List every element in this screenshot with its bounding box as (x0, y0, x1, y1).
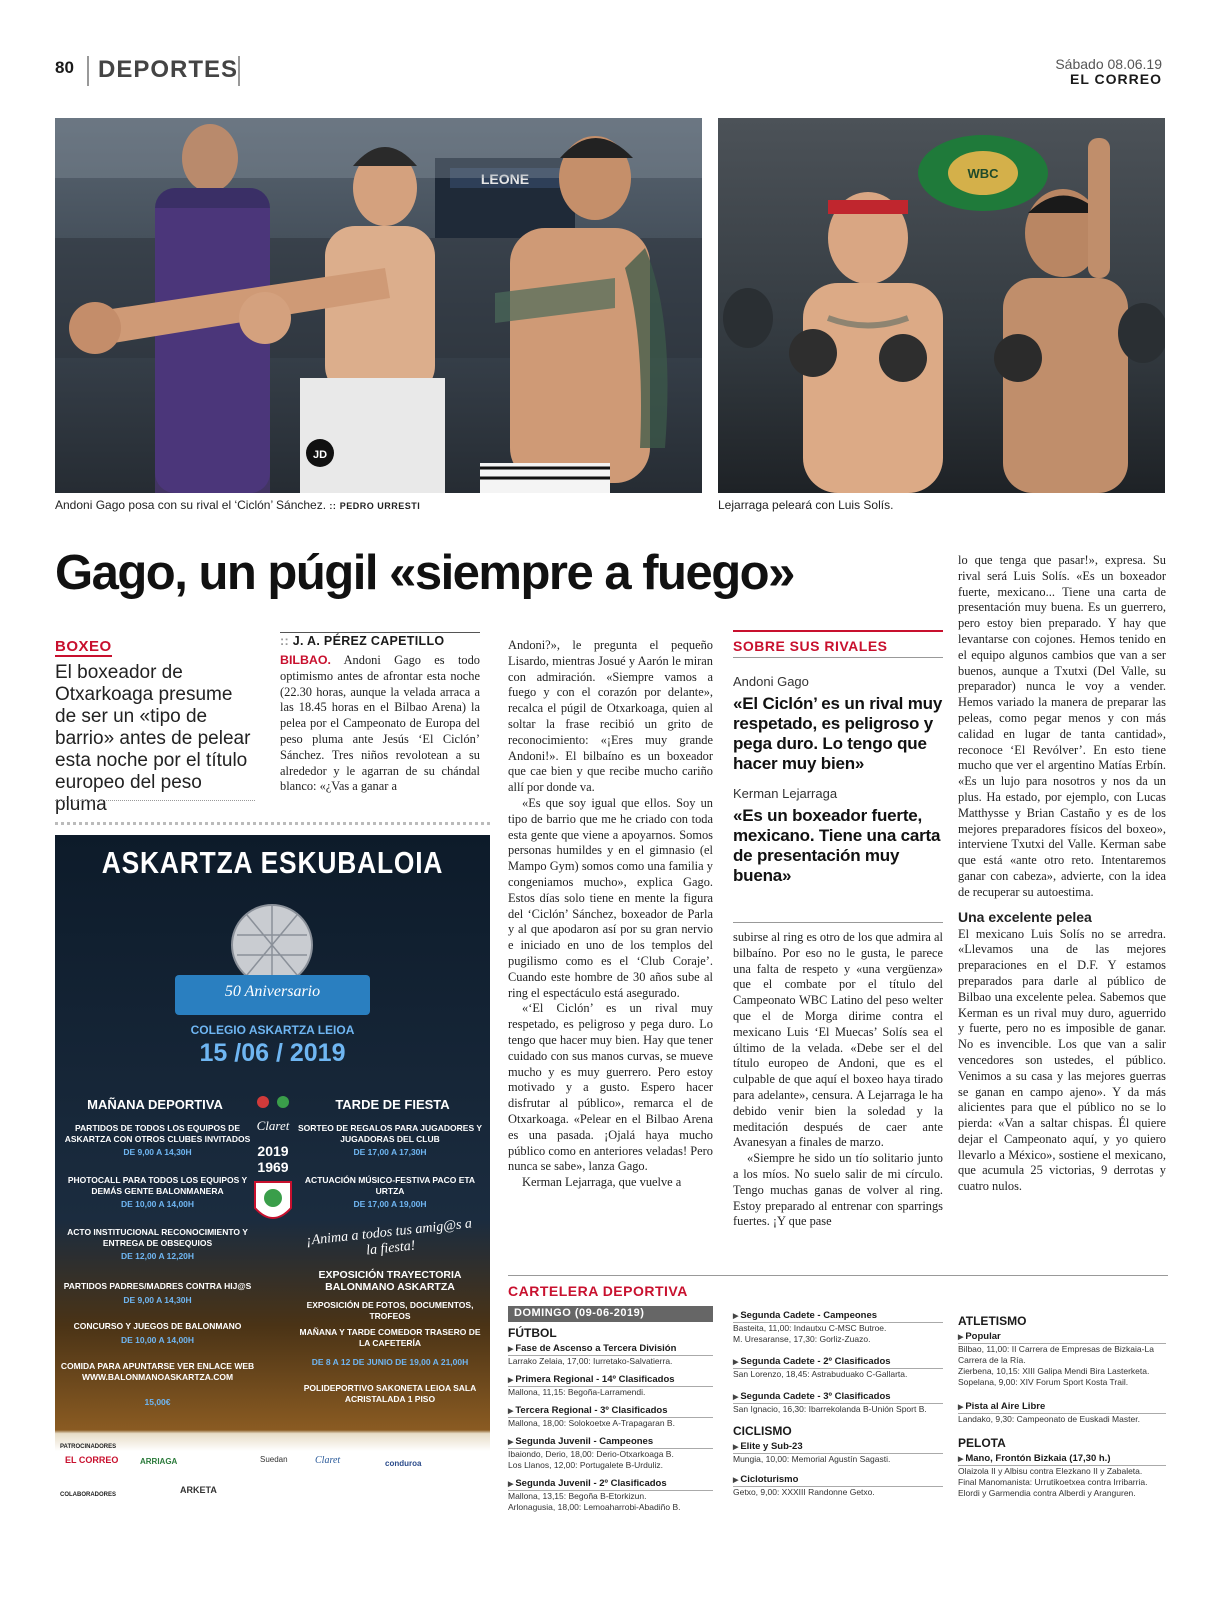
category-heading: ▶ Fase de Ascenso a Tercera División (508, 1343, 713, 1356)
ad-sponsors-label: PATROCINADORES (60, 1444, 117, 1450)
ad-collab-label: COLABORADORES (60, 1492, 117, 1498)
ad-item: SORTEO DE REGALOS PARA JUGADORES Y JUGADORAS DEL CLUB (297, 1123, 483, 1144)
category-heading: ▶ Tercera Regional - 3º Clasificados (508, 1405, 713, 1418)
paragraph: «Es que soy igual que ellos. Soy un tipo de barrio que me he criado con toda esta gente que viene a apoyarnos. Somos personas humildes y en el gimnasio (el Mampo Gym) somos como una familia y congeniamos mucho», explica Gago. Estos días solo tiene en mente la figura del ‘Ciclón’ Sánchez, boxeador de Parla y al que apodaron así por su gran nervio e iniciado en uno de los templos del pugilismo como es el ‘Club Coraje’. Cuando este hombre de 30 años sube al ring el espectáculo está asegurado. (508, 795, 713, 1000)
cartelera-cadete-ciclismo (733, 1310, 943, 1498)
article-column-4 (958, 553, 1166, 1195)
sport-heading: FÚTBOL (508, 1326, 557, 1340)
ad-item: CONCURSO Y JUEGOS DE BALONMANO (73, 1321, 242, 1331)
category-heading: ▶ Segunda Juvenil - Campeones (508, 1436, 713, 1449)
ad-item-time: DE 17,00 A 17,30H (353, 1147, 427, 1157)
fixture-line: Getxo, 9,00: XXXIII Randonne Getxo. (733, 1487, 875, 1497)
paragraph: subirse al ring es otro de los que admira al bilbaíno. Por eso no le gusta, le parece una falta de respeto y «una vergüenza» que el combate por el título del Campeonato WBC Latino del peso welter que el de Morga dirime contra el mexicano Luis ‘El Muecas’ Solís sea el último de la velada. «Debe ser el del título europeo de Andoni, que es el culpable de que aquí el boxeo haya tirado para adelante», censura. A Lejarraga le ha debido venir bien la soledad y la meditación después de caer ante Avanesyan a finales de marzo. (733, 930, 943, 1150)
fixture-line: Ibaiondo, Derio, 18,00: Derio-Otxarkoaga B. (508, 1449, 674, 1459)
credit-separator: :: (329, 501, 337, 511)
paragraph: Kerman Lejarraga, que vuelve a (522, 1175, 682, 1190)
ad-expo-where: MAÑANA Y TARDE COMEDOR TRASERO DE LA CAFETERÍA (299, 1327, 481, 1348)
ad-right-heading: TARDE DE FIESTA (335, 1097, 450, 1112)
article-column-2 (508, 638, 713, 1191)
fixture-line: Bilbao, 11,00: II Carrera de Empresas de Bizkaia-La Carrera de la Ría. (958, 1344, 1154, 1365)
fixture-line: Mungia, 10,00: Memorial Agustín Sagasti. (733, 1454, 891, 1464)
category-heading: ▶ Primera Regional - 14º Clasificados (508, 1374, 713, 1387)
ad-date: 15 /06 / 2019 (199, 1039, 346, 1067)
sport-heading: CICLISMO (733, 1424, 792, 1438)
cartelera-atletismo-pelota (958, 1314, 1166, 1499)
photo-caption-right: Lejarraga peleará con Luis Solís. (718, 498, 894, 512)
page-number: 80 (55, 58, 74, 77)
ad-item-price: 15,00€ (144, 1397, 171, 1407)
fixture-line: Olaizola II y Albisu contra Elezkano II y Zabaleta. (958, 1466, 1143, 1476)
section-title: DEPORTES (98, 56, 239, 83)
ad-item: ACTO INSTITUCIONAL RECONOCIMIENTO Y ENTREGA DE OBSEQUIOS (67, 1227, 248, 1248)
fixture-line: Elordi y Garmendia contra Alberdi y Aranguren. (958, 1488, 1136, 1498)
ad-item-time: DE 17,00 A 19,00H (353, 1199, 427, 1209)
paragraph: Andoni Gago es todo optimismo antes de afrontar esta noche (22.30 horas, aunque la velada arraca a las 18.45 horas en el Bilbao Arena) la pelea por el Campeonato de Europa del peso pluma ante Jesús ‘El Ciclón’ Sánchez. Tres niños revolotean a su alrededor y le agarran de su chándal blanco: «¿Vas a ganar a (280, 653, 481, 794)
ad-title: ASKARTZA ESKUBALOIA (101, 845, 444, 880)
photo-lejarraga-solis (718, 118, 1165, 493)
sponsor-logo: Suedan (260, 1455, 288, 1464)
ad-item-time: DE 10,00 A 14,00H (120, 1199, 195, 1209)
fixture-line: San Lorenzo, 18,45: Astrabuduako C-Gallarta. (733, 1369, 908, 1379)
ad-item: PARTIDOS PADRES/MADRES CONTRA HIJ@S (63, 1281, 252, 1291)
category-heading: ▶ Segunda Cadete - Campeones (733, 1310, 943, 1323)
ad-item-time: DE 9,00 A 14,30H (123, 1147, 192, 1157)
header-divider (238, 56, 240, 86)
category-heading: ▶ Cicloturismo (733, 1474, 943, 1487)
paragraph: «Siempre he sido un tío solitario junto a los míos. No suelo salir de mi círculo. Tengo muchas ganas de volver al ring. Estoy preparado al entrenar con sparrings fuertes. ¡Y que pase (733, 1151, 943, 1229)
paragraph: El mexicano Luis Solís no se arredra. «Llevamos una de las mejores preparaciones en el D.F. Y estamos preparados para darle al público de Bilbao una excelente pelea. Sabemos que Kerman es un rival muy duro, aguerrido y fuerte, pero no es imposible de ganar. No es invencible. Los que van a salir vencedores son ustedes, el público. Venimos a su casa y las mejores guerras se ganan en campo ajeno». Y da más alicientes para que el público no se lo pierda: «Van a saltar chispas. Él quiere dejar el Campeonato aquí, y yo quiero llevarlo a México», sostiene el mexicano, que acumula 25 victorias, 9 derrotas y cuatro nulos. (958, 926, 1166, 1194)
fixture-line: Larrako Zelaia, 17,00: Iurretako-Salvatierra. (508, 1356, 673, 1366)
paragraph: Andoni?», le pregunta el pequeño Lisardo, mientras Josué y Aarón le miran con admiración. «Siempre vamos a fuego y con el corazón por delante», recalca el púgil de Otxarkoaga, quien al soltar la frase recibió un grito de reconocimiento: «¡Eres muy grande Andoni!». El bilbaíno es un boxeador que cae bien y que recibe mucho cariño allí por donde va. (508, 638, 713, 795)
fixture-line: Arlonagusia, 18,00: Lemoaharrobi-Abadiño B. (508, 1502, 681, 1512)
ad-left-heading: MAÑANA DEPORTIVA (87, 1097, 223, 1112)
claret-logo-icon (243, 1090, 303, 1235)
cartelera-title: CARTELERA DEPORTIVA (508, 1283, 688, 1299)
fixture-line: Final Manomanista: Urrutikoetxea contra Irribarria. (958, 1477, 1148, 1487)
ad-item-time: DE 9,00 A 14,30H (123, 1295, 192, 1305)
article-column-1 (280, 653, 480, 795)
rival-speaker: Andoni Gago (733, 674, 809, 689)
svg-text:1969: 1969 (257, 1159, 289, 1175)
advertisement-askartza (55, 835, 490, 1535)
header-divider (87, 56, 89, 86)
newspaper-name: EL CORREO (1070, 71, 1162, 87)
fixture-line: Basteita, 11,00: Indautxu C-MSC Butroe. (733, 1323, 887, 1333)
sport-heading: PELOTA (958, 1436, 1006, 1450)
article-headline: Gago, un púgil «siempre a fuego» (55, 546, 794, 600)
photo-credit: PEDRO URRESTI (339, 501, 421, 511)
rival-quote: «Es un boxeador fuerte, mexicano. Tiene una carta de presentación muy buena» (733, 806, 941, 885)
rivals-top-rule (733, 630, 943, 632)
cartelera-futbol (508, 1326, 713, 1513)
fixture-line: Sopelana, 9,00: XIV Forum Sport Kosta Trail. (958, 1377, 1129, 1387)
ad-item: PHOTOCALL PARA TODOS LOS EQUIPOS Y DEMÁS GENTE BALONMANERA (67, 1175, 248, 1196)
fixture-line: M. Uresaranse, 17,30: Gorliz-Zuazo. (733, 1334, 871, 1344)
rivals-box (733, 674, 943, 886)
category-heading: ▶ Segunda Cadete - 2º Clasificados (733, 1356, 943, 1369)
section-kicker: BOXEO (55, 638, 112, 655)
svg-text:2019: 2019 (257, 1143, 289, 1159)
svg-text:WBC: WBC (967, 166, 999, 181)
article-column-3 (733, 930, 943, 1230)
cartelera-top-rule (508, 1275, 1168, 1276)
rival-quote: «El Ciclón’ es un rival muy respetado, es peligroso y pega duro. Lo tengo que hacer muy bien» (733, 694, 943, 773)
rivals-title: SOBRE SUS RIVALES (733, 638, 888, 654)
fixture-line: Mallona, 13,15: Begoña B-Etorkizun. (508, 1491, 647, 1501)
svg-text:JD: JD (312, 449, 328, 461)
ad-item-time: DE 12,00 A 12,20H (120, 1251, 195, 1261)
category-heading: ▶ Popular (958, 1331, 1166, 1344)
ad-slogan: ¡Anima a todos tus amig@s a la fiesta! (305, 1216, 473, 1259)
category-heading: ▶ Elite y Sub-23 (733, 1441, 943, 1454)
byline (280, 634, 444, 648)
photo-gago-sanchez (55, 118, 702, 493)
dateline-city: BILBAO. (280, 653, 331, 667)
category-heading: ▶ Segunda Cadete - 3º Clasificados (733, 1391, 943, 1404)
ad-item: PARTIDOS DE TODOS LOS EQUIPOS DE ASKARTZA CON OTROS CLUBES INVITADOS (64, 1123, 251, 1144)
photo-caption-left (55, 498, 420, 512)
sponsor-logo: conduroa (385, 1459, 422, 1468)
ad-expo: EXPOSICIÓN TRAYECTORIA BALONMANO ASKARTZA (318, 1269, 462, 1293)
rivals-bottom-rule (733, 922, 943, 923)
paragraph: «‘El Ciclón’ es un rival muy respetado, es peligroso y pega duro. Lo tengo que hacer muy bien. Hay que tener cuidado con sus manos curvas, se mueve mucho y es muy guerrero. Pero estoy motivado y a gusto. Espero hacer disfrutar al público», remarca el de Otxarkoaga. «Pelear en el Bilbao Arena es una pasada. ¡Ojalá haya mucho público como en anteriores veladas! Pero nunca se sabe», lanza Gago. (508, 1001, 713, 1174)
sponsor-logo: EL CORREO (65, 1455, 119, 1465)
category-heading: ▶ Pista al Aire Libre (958, 1401, 1166, 1414)
ad-expo-place: POLIDEPORTIVO SAKONETA LEIOA SALA ACRISTALADA 1 PISO (303, 1383, 477, 1404)
photo-illustration (718, 118, 1165, 493)
sponsor-logo: Claret (315, 1455, 341, 1466)
fixture-line: San Ignacio, 16,30: Ibarrekolanda B-Unión Sport B. (733, 1404, 927, 1414)
svg-text:LEONE: LEONE (480, 171, 530, 187)
ad-item: ACTUACIÓN MÚSICO-FESTIVA PACO ETA URTZA (304, 1175, 476, 1196)
category-heading: ▶ Mano, Frontón Bizkaia (17,30 h.) (958, 1453, 1166, 1466)
cartelera-date: DOMINGO (09-06-2019) (508, 1306, 713, 1322)
fixture-line: Los Llanos, 12,00: Portugalete B-Urduliz. (508, 1460, 663, 1470)
category-heading: ▶ Segunda Juvenil - 2º Clasificados (508, 1478, 713, 1491)
author-name: J. A. PÉREZ CAPETILLO (292, 634, 445, 648)
ad-dotted-rule (55, 822, 490, 825)
ad-item-time: DE 10,00 A 14,00H (120, 1335, 195, 1345)
issue-date: Sábado 08.06.19 (1055, 56, 1162, 72)
byline-rule (280, 632, 480, 633)
fixture-line: Mallona, 18,00: Solokoetxe A-Trapagaran B. (508, 1418, 675, 1428)
sponsor-logo: ARKETA (180, 1485, 217, 1495)
rival-speaker: Kerman Lejarraga (733, 786, 838, 801)
article-subtitle: Una excelente pelea (958, 908, 1092, 925)
ad-item: COMIDA PARA APUNTARSE VER ENLACE WEB WWW.BALONMANOASKARTZA.COM (60, 1361, 255, 1382)
byline-dots: :: (280, 634, 289, 648)
ad-expo-sub: EXPOSICIÓN DE FOTOS, DOCUMENTOS, TROFEOS (306, 1300, 474, 1321)
fixture-line: Landako, 9,30: Campeonato de Euskadi Master. (958, 1414, 1140, 1424)
photo-illustration (55, 118, 702, 493)
sport-heading: ATLETISMO (958, 1314, 1027, 1328)
paragraph: lo que tenga que pasar!», expresa. Su rival será Luis Solís. «Es un boxeador fuerte, mexicano... Tiene una carta de presentación muy buena. Es un guerrero, pero estoy bien preparado. Y hay que levantarse con cojones. Hemos tenido en el equipo algunos cambios que van a ser buenos, aunque a Txutxi (Del Valle, su preparador) nunca le voy a vender. Hemos variado la manera de preparar las peleas, como pegar menos y con más calidad en lugar de tanta cantidad», reconoce ‘El Revólver’. En esto tiene mucho que ver el argentino Matías Erbín. «Es un lujo para nosotros y nos da un plus. Ha estado, por ejemplo, con Lucas Matthysse y Brian Castaño y es de los mejores preparadores físicos del boxeo», interviene Txutxi del Valle. Kerman sabe que está «ante otro reto. Intentaremos ganar con cabeza», advierte, con la idea de recuperar su autoestima. (958, 553, 1166, 899)
article-subhead: El boxeador de Otxarkoaga presume de ser un «tipo de barrio» antes de pelear esta noche por el título europeo del peso pluma (55, 662, 251, 815)
caption-text: Andoni Gago posa con su rival el ‘Ciclón’ Sánchez. (55, 498, 327, 512)
fixture-line: Mallona, 11,15: Begoña-Larramendi. (508, 1387, 646, 1397)
sponsor-logo: ARRIAGA (140, 1457, 178, 1466)
ad-school: COLEGIO ASKARTZA LEIOA (190, 1023, 355, 1037)
ad-expo-time: DE 8 A 12 DE JUNIO DE 19,00 A 21,00H (311, 1357, 469, 1367)
fixture-line: Zierbena, 10,15: XIII Galipa Mendi Bira Lasterketa. (958, 1366, 1150, 1376)
subhead-rule (55, 800, 255, 801)
svg-text:Claret: Claret (256, 1118, 290, 1133)
rivals-rule (733, 657, 943, 658)
ad-anniversary: 50 Aniversario (224, 983, 321, 1000)
